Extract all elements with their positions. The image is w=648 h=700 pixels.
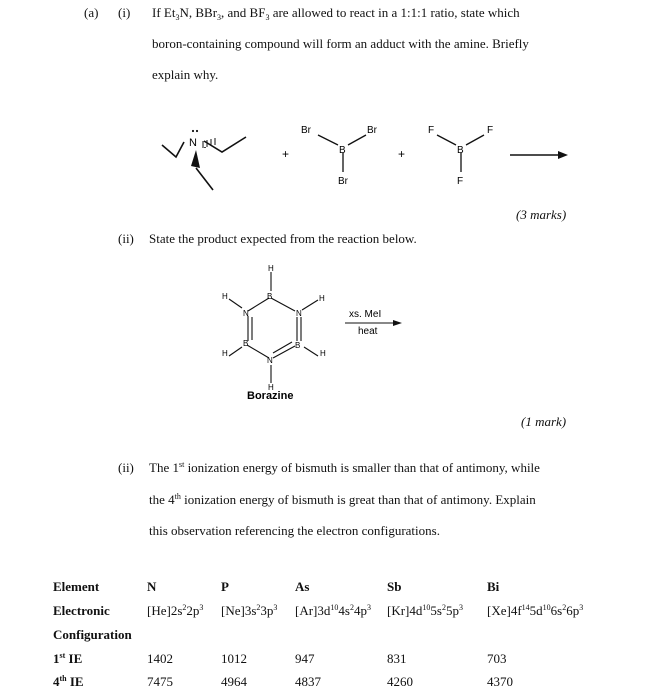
condition-label: heat [358,326,378,337]
bf3-boron: B [457,145,464,156]
triethylamine-structure [162,137,246,157]
borazine-h-bottom: H [268,383,274,392]
config-n: $[He]2s^22p^3$ [147,603,204,618]
question-ii-a-label: (ii) [118,231,134,246]
element-as: As [295,579,310,594]
borazine-h-upper-right: H [319,294,325,303]
question-ii-a-text: State the product expected from the reaction below. [149,231,417,246]
element-p: P [221,579,229,594]
bbr3-br-bottom: Br [338,176,348,187]
ie4-as: 4837 [295,674,321,689]
borazine-n-left: N [243,309,249,318]
config-p: $[Ne]3s^23p^3$ [221,603,278,618]
borazine-n-right: N [296,309,302,318]
question-a-i-label: (i) [118,5,131,20]
row-label-electronic: Electronic [53,603,110,618]
borazine-b-top: B [267,292,273,301]
row-label-ie4: 4th IE [53,674,84,689]
ie4-sb: 4260 [387,674,413,689]
question-ii-b-line1: The 1st ionization energy of bismuth is smaller than that of antimony, while [149,460,540,475]
borazine-n-bottom: N [267,356,273,365]
wedge-bond [191,150,200,168]
element-sb: Sb [387,579,402,594]
reagent-label: xs. MeI [349,309,382,320]
question-a-i-marks: (3 marks) [516,207,567,222]
ie4-bi: 4370 [487,674,513,689]
ie4-n: 7475 [147,674,173,689]
reaction-arrow-1 [510,151,568,159]
bbr3-br-right: Br [367,125,377,136]
question-ii-b-label: (ii) [118,460,134,475]
amine-nitrogen-label: N [189,137,197,149]
borazine-bonds [229,272,318,383]
row-label-ie1: 1st IE [53,651,83,666]
ie1-p: 1012 [221,651,247,666]
config-sb: $[Kr]4d^{10}5s^25p^3$ [387,603,463,618]
element-n: N [147,579,157,594]
borazine-h-lower-left: H [222,349,228,358]
ie1-bi: 703 [487,651,507,666]
config-as: $[Ar]3d^{10}4s^24p^3$ [295,603,371,618]
ie1-sb: 831 [387,651,407,666]
question-ii-a-marks: (1 mark) [521,414,567,429]
config-bi: $[Xe]4f^{14}5d^{10}6s^26p^3$ [487,603,584,618]
ie4-p: 4964 [221,674,247,689]
element-bi: Bi [487,579,500,594]
bf3-f-bottom: F [457,176,464,187]
ie1-n: 1402 [147,651,173,666]
borazine-h-upper-left: H [222,292,228,301]
row-label-configuration: Configuration [53,627,132,642]
question-a-i-line3: explain why. [152,67,219,82]
question-a-i-line1: If $Et_3N$, BBr$_3$, and $BF_3$ are allowed to react in a 1:1:1 ratio, state which [152,5,520,22]
borazine-name: Borazine [247,390,294,402]
ie1-as: 947 [295,651,315,666]
borazine-b-left: B [243,339,249,348]
bf3-f-left: F [428,125,435,136]
reaction-scheme-1 [0,0,648,210]
borazine-h-lower-right: H [320,349,326,358]
borazine-b-right: B [295,341,301,350]
question-a-i-line2: boron-containing compound will form an adduct with the amine. Briefly [152,36,529,51]
borazine-scheme [0,250,648,410]
question-ii-b-line2: the 4th ionization energy of bismuth is great than that of antimony. Explain [149,492,536,507]
question-ii-b-line3: this observation referencing the electron configurations. [149,523,440,538]
question-a-label: (a) [84,5,99,20]
bbr3-br-left: Br [301,125,311,136]
plus-sign-2: + [398,147,406,161]
bf3-f-right: F [487,125,494,136]
bbr3-boron: B [339,145,346,156]
borazine-h-top: H [268,264,274,273]
row-label-element: Element [53,579,100,594]
plus-sign-1: + [282,147,290,161]
